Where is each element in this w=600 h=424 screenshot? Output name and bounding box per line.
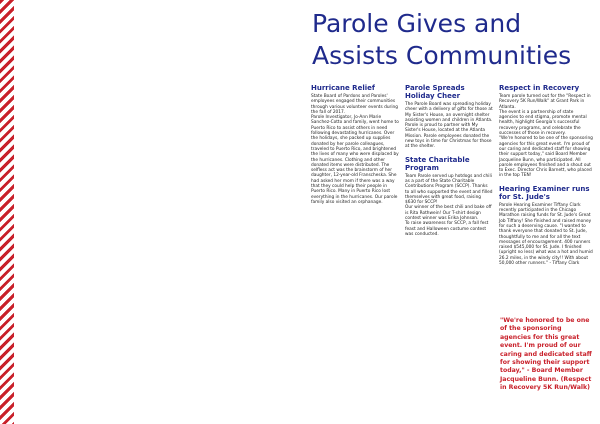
text-st-judes: Parole Hearing Examiner Tiffany Clark recently participated in the Chicago Marathon raising funds for St. Jude's Great Job Tiffany! She finished and raised money for such a deserving cause. "I wanted to thank everyone that donated to St. Jude, thoughtfully to me and for all the text messages of encouragement. 400 runners raised $545,000 for St. Jude. I finished (upright no less) what was a hot and humid 26.2 miles, in the windy city!! With about 50,000 other runners." - Tiffany Clark <box>499 202 593 267</box>
pull-quote: "We're honored to be one of the sponsoring agencies for this great event. I'm proud of our caring and dedicated staff for showing their support today," - Board Member Jacqueline Bunn. (Respect in Recovery 5K Run/Walk) <box>500 317 592 392</box>
heading-state-charitable-program: State Charitable Program <box>405 155 470 172</box>
heading-holiday-cheer: Parole Spreads Holiday Cheer <box>405 84 465 100</box>
decorative-stripe-border <box>0 0 14 424</box>
text-state-charitable-program: Team Parole served up hotdogs and chili as a part of the State Charitable Contributions Program (SCCP). Thanks to all who supported the event and filled themselves with great food, raising $630 for SCCP! Our winner of the best chili and bake off is Rita Rothwein! Our T-shirt design contest winner was Erika Johnson. To raise awareness for SCCP, a fall fest feast and Halloween costume contest was conducted. <box>405 173 493 237</box>
column-left <box>311 84 399 205</box>
column-middle <box>405 84 493 237</box>
text-holiday-cheer: The Parole Board was spreading holiday cheer with a delivery of gifts for those at My Sister's House, an overnight shelter assisting women and children in Atlanta. Parole is proud to partner with My Sister's House, located at the Atlanta Mission. Parole employees donated the new toys in time for Christmas for those at the shelter. <box>405 102 493 150</box>
heading-st-judes: Hearing Examiner runs for St. Jude's <box>499 184 590 201</box>
heading-respect-in-recovery: Respect in Recovery <box>499 84 580 92</box>
column-right <box>499 84 593 266</box>
heading-hurricane-relief: Hurricane Relief <box>311 84 375 92</box>
text-respect-in-recovery: Team parole turned out for the "Respect in Recovery 5K Run/Walk" at Grant Park in Atlanta. The event is a partnership of state agencies to end stigma, promote mental health, highlight Georgia's successful recovery programs, and celebrate the successes of those in recovery. "We're honored to be one of the sponsoring agencies for this great event. I'm proud of our caring and dedicated staff for showing their support today," said Board Member Jacqueline Bunn, who participated. All parole employees finished and a shout out to Exec. Director Chris Barnett, who placed in the top TEN! <box>499 94 593 179</box>
page-title-line-1: Parole Gives and <box>312 9 522 38</box>
page-title-line-2: Assists Communities <box>312 41 572 70</box>
page-title <box>312 8 596 72</box>
text-hurricane-relief: State Board of Pardons and Paroles' employees engaged their communities through various volunteer events during the fall of 2017. Parole Investigator, Jo-Ann Marie Sanchez-Cotto and family, went home to Puerto Rico to assist others in need following devastating hurricanes. Over the holidays, she packed up supplies donated by her parole colleagues, traveled to Puerto Rico, and brightened the lives of many who were displaced by the hurricanes. Clothing and other donated items were distributed. The selfless act was the brainstorm of her daughter, 12-year-old Franscheska. She had asked her mom if there was a way that they could help their people in Puerto Rico. Many in Puerto Rico lost everything in the hurricanes. Our parole family also visited an orphanage. <box>311 94 399 205</box>
